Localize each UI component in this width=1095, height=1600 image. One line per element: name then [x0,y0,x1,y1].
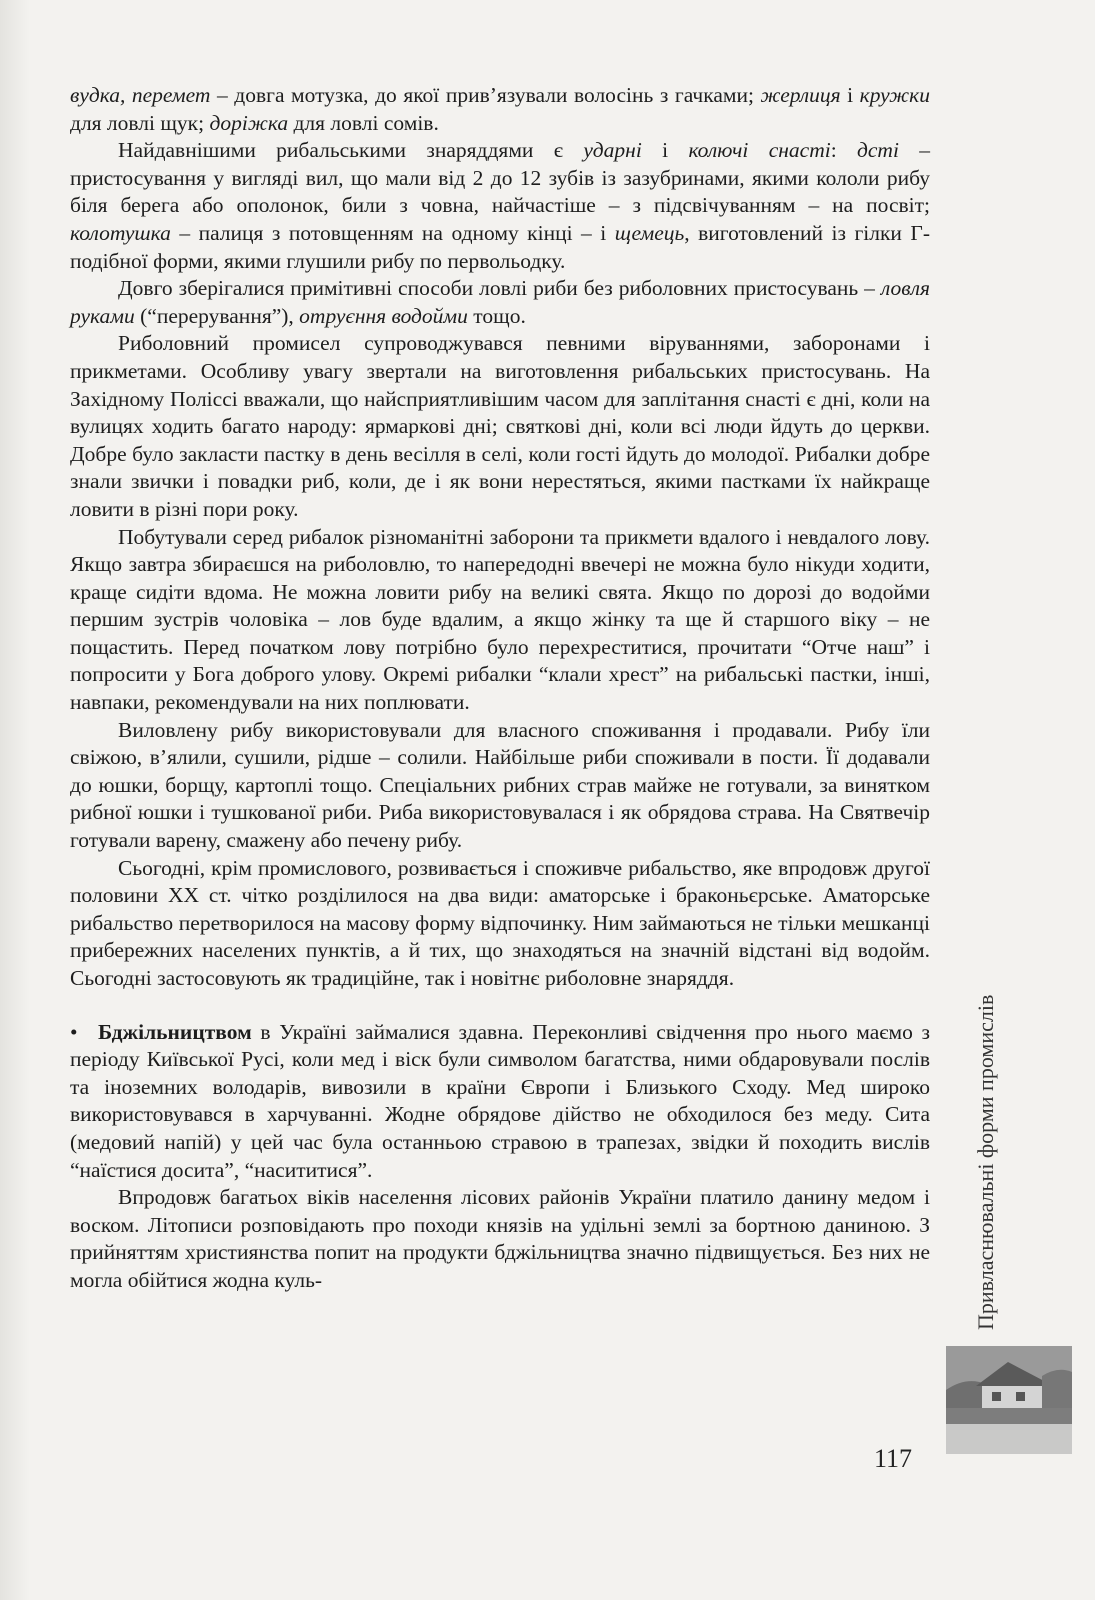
italic-term: ловля руками [70,276,930,328]
house-illustration-icon [946,1346,1072,1424]
page-number: 117 [874,1444,913,1473]
bullet-icon: • [70,1019,78,1044]
paragraph [70,524,930,717]
italic-term: жерлиця [760,83,841,107]
chapter-sidebar [955,890,1005,1330]
paragraph [70,137,930,275]
text-run: Довго зберігалися примітивні способи ловлі риби без риболовних пристосувань – [118,276,881,301]
paragraph [70,717,930,855]
text-run: і [840,83,860,107]
text-run: Виловлену рибу використовували для власного споживання і продавали. Рибу їли свіжою, в’ялили, сушили, рідше – солили. Найбільше риби споживали в пости. Її додавали до юшки, борщу, картоплі тощо. Спеціальних рибних страв майже не готували, за винятком рибної юшки і тушкованої риби. Риба використовувалася і як обрядова страва. На Святвечір готували варену, смажену або печену рибу. [70,717,930,853]
text-run: – пристосування у вигляді вил, що мали від 2 до 12 зубів із зазубринами, якими кололи рибу біля берега або ополонок, били з човна, найчастіше – з підсвічуванням – на посвіт; [70,138,930,218]
bold-term: Бджільництвом [98,1019,252,1044]
paragraph [70,855,930,993]
text-run: , виготовлений із гілки Г-подібної форми, якими глушили рибу по первольодку. [70,220,930,273]
italic-term: вудка, перемет [70,83,211,107]
text-run: і [641,138,689,163]
paragraph [70,330,930,523]
text-run: (“перерування”), [134,303,300,328]
paragraph [70,275,930,330]
italic-term: ударні [583,138,642,163]
body-text [70,82,930,1295]
text-run: Побутували серед рибалок різноманітні заборони та прикмети вдалого і невдалого лову. Якщо завтра збираєшся на риболовлю, то напередодні ввечері не можна було нікуди ходити, краще сидіти вдома. Не можна ловити рибу на великі свята. Якщо по дорозі до водойми першим зустрів чоловіка – лов буде вдалим, а якщо жінку та ще й старшого віку – не пощастить. Перед початком лову потрібно було перехреститися, прочитати “Отче наш” і попросити у Бога доброго улову. Окремі рибалки “клали хрест” на рибальські пастки, інші, навпаки, рекомендували на них поплювати. [70,524,930,715]
text-run: Риболовний промисел супроводжувався певними віруваннями, заборонами і прикметами. Особливу увагу звертали на виготовлення рибальських пристосувань. На Західному Поліссі вважали, що найсприятливішим часом для заплітання снасті є дні, коли на вулицях ходить багато народу: ярмаркові дні; святкові дні, коли всі люди йдуть до церкви. Добре було закласти пастку в день весілля в селі, коли гості йдуть до молодої. Рибалки добре знали звички і повадки риб, коли, де і як вони нерестяться, якими пастками їх найкраще ловити в різні пори року. [70,331,930,521]
italic-term: дсті [857,138,899,163]
text-run: – довга мотузка, до якої прив’язували волосінь з гачками; [210,83,761,107]
text-run: Впродовж багатьох віків населення лісових районів України платило данину медом і воском. Літописи розповідають про походи князів на удільні землі за бортною даниною. З прийняттям християнства попит на продукти бджільництва значно підвищується. Без них не могла обійтися жодна куль- [70,1185,930,1292]
text-run: – палиця з потовщенням на одному кінці – і [170,220,615,245]
italic-term: отруєння водойми [299,303,468,328]
paragraph [70,1184,930,1294]
sidebar-chapter-title: Привласнювальні форми промислів [973,994,998,1330]
text-run: для ловлі щук; [70,110,210,135]
village-house-thumbnail [946,1346,1072,1424]
italic-term: кружки [859,83,930,107]
italic-term: доріжка [209,110,289,135]
italic-term: щемець [614,220,685,245]
paragraph [70,82,930,137]
text-run: Найдавнішими рибальськими знаряддями є [118,138,584,163]
thumbnail-gray-band [946,1424,1072,1454]
text-run: Сьогодні, крім промислового, розвивається і споживче рибальство, яке впродовж другої половини XX ст. чітко розділилося на два види: аматорське і браконьєрське. Аматорське рибальство перетворилося на масову форму відпочинку. Ним займаються не тільки мешканці прибережних населених пунктів, а й тих, що знаходяться на значній відстані від водойм. Сьогодні застосовують як традиційне, так і новітнє риболовне знаряддя. [70,855,930,990]
text-run: тощо. [467,303,526,328]
italic-term: колючі снасті [688,138,831,163]
page-edge-shadow [0,0,30,1600]
text-run: для ловлі сомів. [288,110,439,135]
italic-term: колотушка [70,220,171,245]
text-run: в Україні займалися здавна. Переконливі свідчення про нього маємо з періоду Київської Русі, коли мед і віск були символом багатства, ними обдаровували послів та іноземних володарів, вивозили в країни Європи і Близького Сходу. Мед широко використовувався в харчуванні. Жодне обрядове дійство не обходилося без меду. Сита (медовий напій) у цей час була останньою стравою в трапезах, звідки й походить вислів “наїстися досита”, “насититися”. [70,1019,930,1182]
paragraph [70,1019,930,1185]
text-run: : [830,138,857,163]
